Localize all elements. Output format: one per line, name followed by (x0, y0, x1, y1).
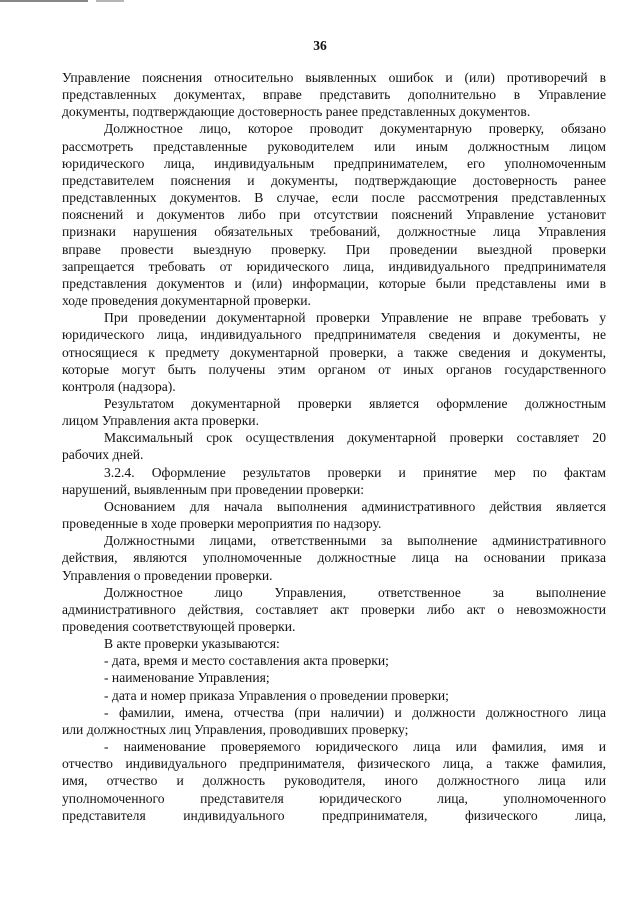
text-line: относящиеся к предмету документарной проверки, а также сведения и документы, (62, 344, 606, 360)
text-line: представителя индивидуального предпринимателя, физического лица, (62, 807, 606, 823)
text-line: запрещается требовать от юридического лица, индивидуального предпринимателя (62, 258, 606, 274)
text-line: - наименование Управления; (104, 670, 270, 686)
text-line: Управления о проведении проверки. (62, 567, 273, 583)
text-line: юридического лица, индивидуальным предпринимателем, его уполномоченным (62, 155, 606, 171)
text-line: нарушений, выявленным при проведении проверки: (62, 481, 365, 497)
text-line: юридического лица, индивидуального предпринимателя сведения и документы, не (62, 327, 606, 343)
text-line: рабочих дней. (62, 447, 144, 463)
text-line: Основанием для начала выполнения административного действия является (104, 498, 606, 514)
text-line: или должностных лиц Управления, проводивших проверку; (62, 721, 409, 737)
text-line: - дата, время и место составления акта проверки; (104, 653, 389, 669)
text-line: лицом Управления акта проверки. (62, 413, 259, 429)
text-line: контроля (надзора). (62, 378, 176, 394)
document-body (62, 69, 606, 824)
text-line: ходе проведения документарной проверки. (62, 293, 311, 309)
text-line: - дата и номер приказа Управления о проведении проверки; (104, 687, 449, 703)
text-line: пояснений и документов либо при отсутствии пояснений Управление установит (62, 207, 606, 223)
text-line: представленных документов. В случае, если после рассмотрения представленных (62, 190, 606, 206)
text-line: В акте проверки указываются: (104, 636, 280, 652)
scan-edge-mark (0, 0, 88, 2)
text-line: - фамилии, имена, отчества (при наличии) и должности должностного лица (104, 704, 606, 720)
text-line: которые могут быть получены этим органом от иных органов государственного (62, 361, 606, 377)
text-line: признаки нарушения обязательных требований, должностные лица Управления (62, 224, 606, 240)
text-line: Результатом документарной проверки является оформление должностным (104, 395, 606, 411)
text-line: действия, являются уполномоченные должностные лица на основании приказа (62, 550, 606, 566)
text-line: отчество индивидуального предпринимателя, физического лица, а также фамилия, (62, 756, 606, 772)
text-line: административного действия, составляет акт проверки либо акт о невозможности (62, 601, 606, 617)
text-line: представления документов и (или) информации, которые были представлены ими в (62, 275, 606, 291)
text-line: Должностными лицами, ответственными за выполнение административного (104, 533, 606, 549)
text-line: проведенные в ходе проверки мероприятия по надзору. (62, 516, 382, 532)
text-line: документы, подтверждающие достоверность ранее представленных документов. (62, 104, 531, 120)
text-line: представленных документах, вправе представить дополнительно в Управление (62, 87, 606, 103)
text-line: При проведении документарной проверки Управление не вправе требовать у (104, 310, 606, 326)
text-line: представителем пояснения и документы, подтверждающие достоверность ранее (62, 172, 606, 188)
page-number: 36 (313, 38, 327, 53)
text-line: - наименование проверяемого юридического лица или фамилия, имя и (104, 739, 606, 755)
text-line: вправе провести выездную проверку. При проведении выездной проверки (62, 241, 606, 257)
text-line: Должностное лицо Управления, ответственное за выполнение (104, 584, 606, 600)
scan-edge-mark (96, 0, 124, 2)
text-line: проведения соответствующей проверки. (62, 619, 296, 634)
text-line: Должностное лицо, которое проводит документарную проверку, обязано (104, 121, 606, 137)
text-line: уполномоченного представителя юридического лица, уполномоченного (62, 790, 606, 806)
text-line: 3.2.4. Оформление результатов проверки и принятие мер по фактам (104, 464, 606, 480)
text-line: Максимальный срок осуществления документарной проверки составляет 20 (104, 430, 606, 446)
text-line: Управление пояснения относительно выявленных ошибок и (или) противоречий в (62, 70, 606, 85)
text-line: имя, отчество и должность руководителя, иного должностного лица или (62, 773, 606, 789)
text-line: рассмотреть представленные руководителем или иным должностным лицом (62, 138, 606, 154)
